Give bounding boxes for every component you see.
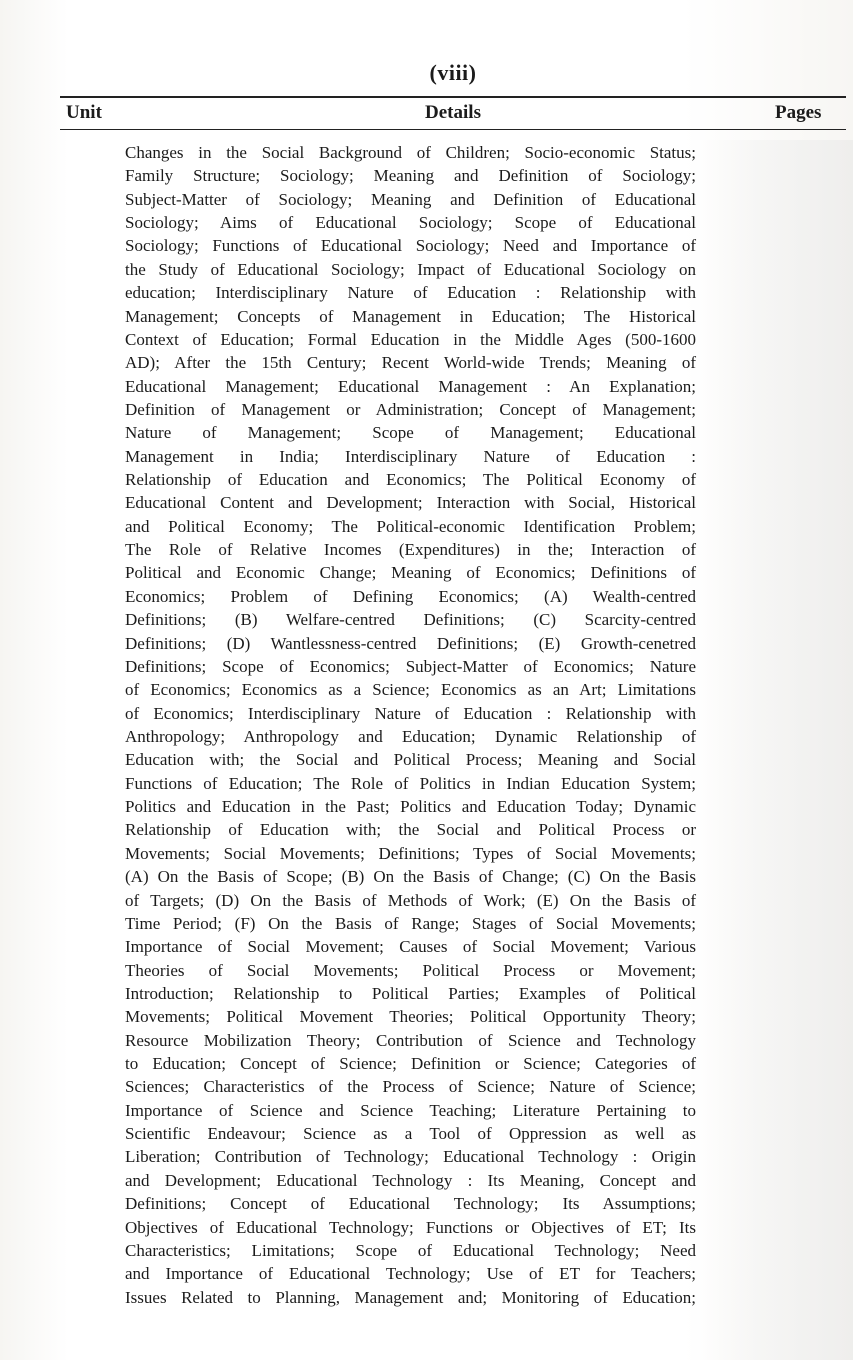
- details-line: and Political Economy; The Political-economic Identification Problem;: [125, 516, 696, 536]
- table-top-rule: [60, 96, 846, 98]
- details-line: Objectives of Educational Technology; Functions or Objectives of ET; Its: [125, 1217, 696, 1237]
- details-line: and Importance of Educational Technology; Use of ET for Teachers;: [125, 1264, 696, 1284]
- details-line: Relationship of Education and Economics; The Political Economy of: [125, 470, 696, 490]
- details-line: Relationship of Education with; the Social and Political Process or: [125, 820, 696, 840]
- details-line: Definitions; Scope of Economics; Subject-Matter of Economics; Nature: [125, 656, 696, 676]
- details-line: Importance of Science and Science Teaching; Literature Pertaining to: [125, 1100, 696, 1120]
- details-line: of Economics; Economics as a Science; Economics as an Art; Limitations: [125, 680, 696, 700]
- details-line: Context of Education; Formal Education in the Middle Ages (500-1600: [125, 329, 696, 349]
- table-header-rule: [60, 129, 846, 130]
- details-line: Introduction; Relationship to Political Parties; Examples of Political: [125, 983, 696, 1003]
- details-line: AD); After the 15th Century; Recent World-wide Trends; Meaning of: [125, 353, 696, 373]
- details-line: Resource Mobilization Theory; Contribution of Science and Technology: [125, 1030, 696, 1050]
- column-header-pages: Pages: [775, 102, 822, 123]
- details-line: Definitions; Concept of Educational Technology; Its Assumptions;: [125, 1194, 696, 1214]
- details-line: Sociology; Functions of Educational Sociology; Need and Importance of: [125, 236, 696, 256]
- bleed-through-shadow: [700, 140, 853, 1360]
- details-line: Education with; the Social and Political Process; Meaning and Social: [125, 750, 696, 770]
- details-line: Educational Management; Educational Management : An Explanation;: [125, 376, 696, 396]
- column-header-details: Details: [425, 102, 481, 123]
- details-line: The Role of Relative Incomes (Expenditures) in the; Interaction of: [125, 540, 696, 560]
- details-line: Time Period; (F) On the Basis of Range; Stages of Social Movements;: [125, 913, 696, 933]
- details-line: Definitions; (D) Wantlessness-centred Definitions; (E) Growth-cenetred: [125, 633, 696, 653]
- details-line: Theories of Social Movements; Political Process or Movement;: [125, 960, 696, 980]
- details-line: Liberation; Contribution of Technology; Educational Technology : Origin: [125, 1147, 696, 1167]
- details-line: and Development; Educational Technology : Its Meaning, Concept and: [125, 1170, 696, 1190]
- details-line: Management in India; Interdisciplinary Nature of Education :: [125, 446, 696, 466]
- details-line: Educational Content and Development; Interaction with Social, Historical: [125, 493, 696, 513]
- details-line: Issues Related to Planning, Management and; Monitoring of Education;: [125, 1287, 696, 1307]
- details-line: Definitions; (B) Welfare-centred Definitions; (C) Scarcity-centred: [125, 610, 696, 630]
- details-line: Subject-Matter of Sociology; Meaning and Definition of Educational: [125, 189, 696, 209]
- details-line: education; Interdisciplinary Nature of Education : Relationship with: [125, 283, 696, 303]
- details-line: Characteristics; Limitations; Scope of Educational Technology; Need: [125, 1240, 696, 1260]
- details-line: Movements; Political Movement Theories; Political Opportunity Theory;: [125, 1007, 696, 1027]
- column-header-unit: Unit: [66, 102, 102, 123]
- details-line: the Study of Educational Sociology; Impact of Educational Sociology on: [125, 259, 696, 279]
- details-line: Importance of Social Movement; Causes of Social Movement; Various: [125, 937, 696, 957]
- details-line: Anthropology; Anthropology and Education; Dynamic Relationship of: [125, 726, 696, 746]
- details-line: Management; Concepts of Management in Education; The Historical: [125, 306, 696, 326]
- details-line: Economics; Problem of Defining Economics; (A) Wealth-centred: [125, 586, 696, 606]
- details-line: of Economics; Interdisciplinary Nature of Education : Relationship with: [125, 703, 696, 723]
- details-line: Changes in the Social Background of Children; Socio-economic Status;: [125, 143, 696, 162]
- details-line: (A) On the Basis of Scope; (B) On the Basis of Change; (C) On the Basis: [125, 867, 696, 887]
- details-paragraph: [125, 141, 696, 1309]
- details-line: Politics and Education in the Past; Politics and Education Today; Dynamic: [125, 797, 696, 817]
- details-line: of Targets; (D) On the Basis of Methods of Work; (E) On the Basis of: [125, 890, 696, 910]
- page-number: (viii): [429, 60, 477, 85]
- details-line: Political and Economic Change; Meaning of Economics; Definitions of: [125, 563, 696, 583]
- details-line: Sciences; Characteristics of the Process of Science; Nature of Science;: [125, 1077, 696, 1097]
- details-line: to Education; Concept of Science; Definition or Science; Categories of: [125, 1054, 696, 1074]
- details-line: Family Structure; Sociology; Meaning and Definition of Sociology;: [125, 166, 696, 186]
- details-line: Definition of Management or Administration; Concept of Management;: [125, 399, 696, 419]
- details-line: Movements; Social Movements; Definitions; Types of Social Movements;: [125, 843, 696, 863]
- details-line: Scientific Endeavour; Science as a Tool of Oppression as well as: [125, 1124, 696, 1144]
- details-line: Nature of Management; Scope of Management; Educational: [125, 423, 696, 443]
- details-line: Sociology; Aims of Educational Sociology; Scope of Educational: [125, 213, 696, 233]
- details-line: Functions of Education; The Role of Politics in Indian Education System;: [125, 773, 696, 793]
